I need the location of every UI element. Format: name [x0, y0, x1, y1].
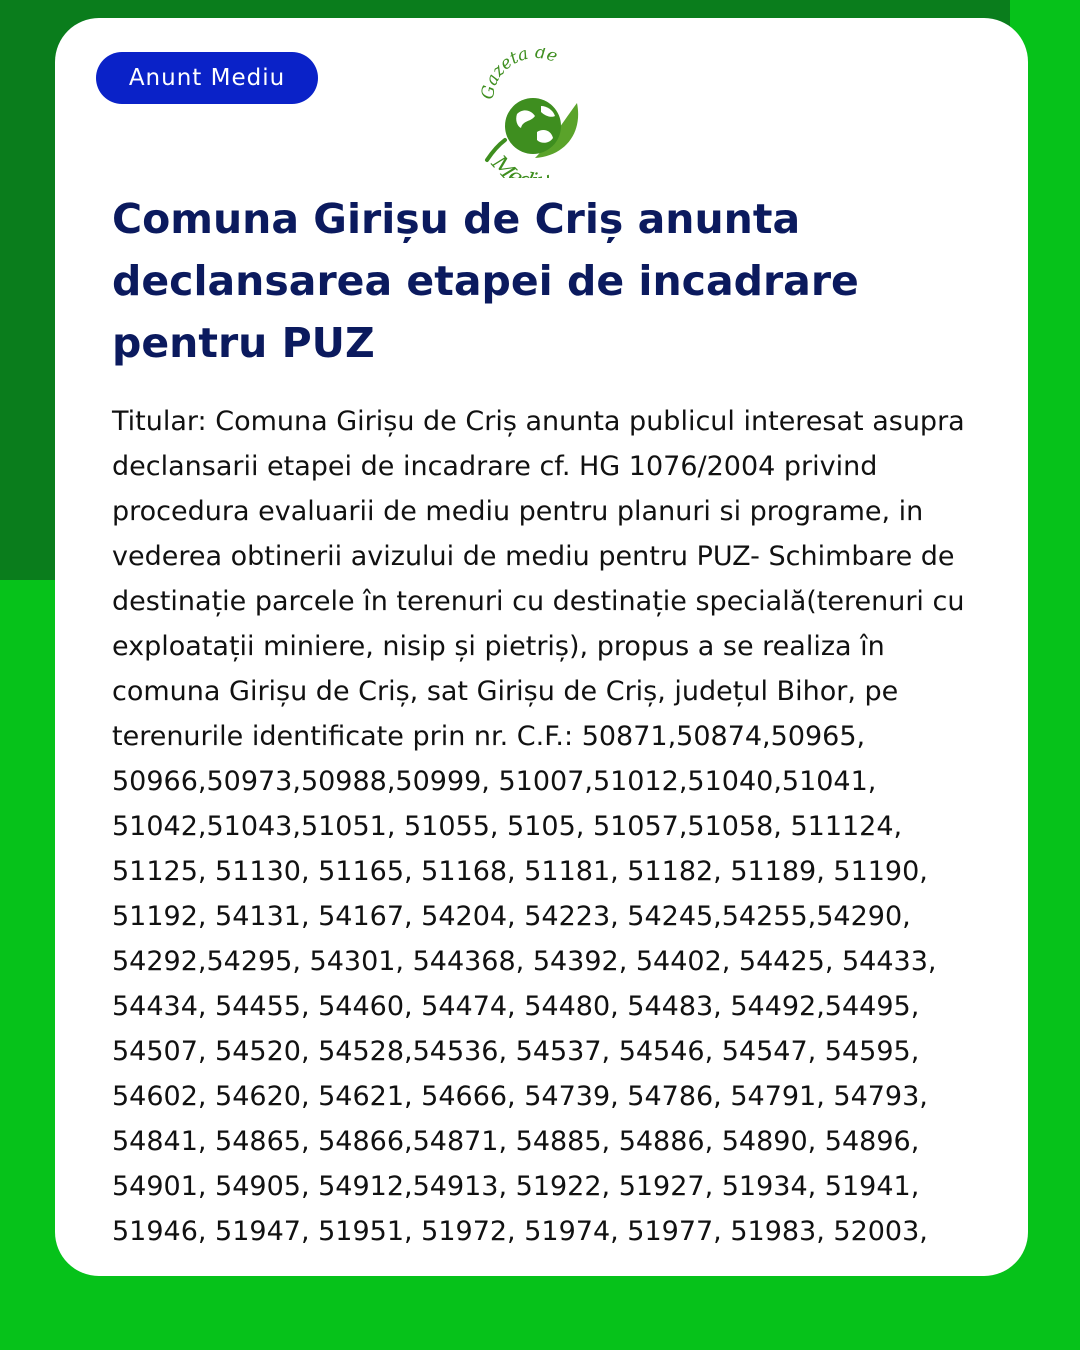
globe-leaf-icon	[465, 48, 605, 178]
logo-text-bottom: Me	[486, 151, 527, 178]
svg-text:Gazeta de	[478, 48, 560, 101]
category-badge: Anunt Mediu	[96, 52, 318, 104]
article-body: Titular: Comuna Girișu de Criș anunta publicul interesat asupra declansarii etapei de incadrare cf. HG 1076/2004 privind procedura evaluarii de mediu pentru planuri si programe, in vederea obtinerii avizului de mediu pentru PUZ- Schimbare de destinație parcele în terenuri cu destinație specială(terenuri cu exploatații miniere, nisip și pietriș), propus a se realiza în comuna Girișu de Criș, sat Girișu de Criș, județul Bihor, pe terenurile identificate prin nr. C.F.: 50871,50874,50965, 50966,50973,50988,50999, 51007,51012,51040,51041, 51042,51043,51051, 51055, 5105, 51057,51058, 511124, 51125, 51130, 51165, 51168, 51181, 51182, 51189, 51190, 51192, 54131, 54167, 54204, 54223, 54245,54255,54290, 54292,54295, 54301, 544368, 54392, 54402, 54425, 54433, 54434, 54455, 54460, 54474, 54480, 54483, 54492,54495, 54507, 54520, 54528,54536, 54537, 54546, 54547, 54595, 54602, 54620, 54621, 54666, 54739, 54786, 54791, 54793, 54841, 54865, 54866,54871, 54885, 54886, 54890, 54896, 54901, 54905, 54912,54913, 51922, 51927, 51934, 51941, 51946, 51947, 51951, 51972, 51974, 51977, 51983, 52003,	[112, 406, 965, 1247]
gazeta-de-mediu-logo	[465, 48, 605, 178]
logo-text-top: Gazeta de	[477, 48, 560, 101]
announcement-card	[55, 18, 1028, 1276]
article-title: Comuna Girișu de Criș anunta declansarea etapei de incadrare pentru PUZ	[112, 195, 859, 367]
